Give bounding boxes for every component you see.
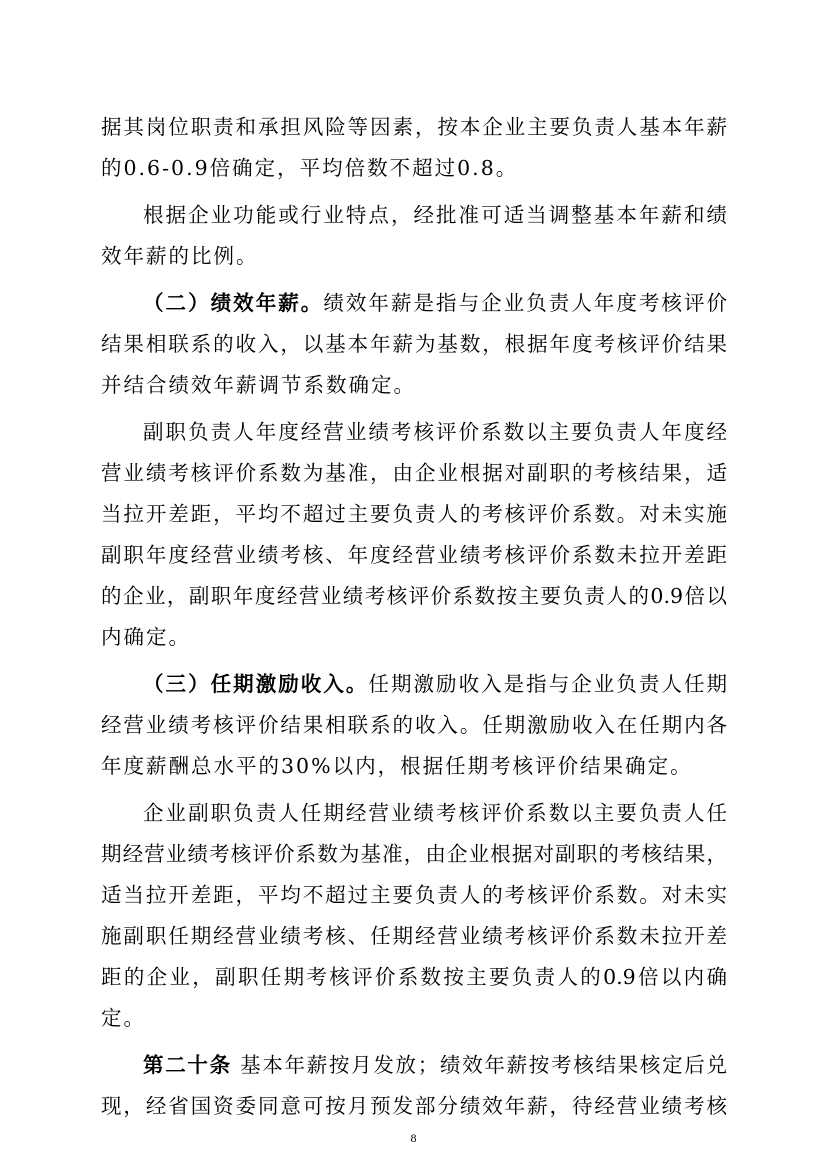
page-number: 8: [410, 1131, 417, 1145]
text-line: 副职年度经营业绩考核、年度经营业绩考核评价系数未拉开差距: [101, 543, 727, 567]
text-line: 营业绩考核评价系数为基准，由企业根据对副职的考核结果，适: [101, 461, 727, 485]
text-segment: 任期激励收入是指与企业负责人任期: [368, 672, 728, 696]
text-line: [143, 664, 727, 704]
text-line: 期经营业绩考核评价系数为基准，由企业根据对副职的考核结果，: [101, 842, 727, 866]
section-heading: （三）任期激励收入。: [143, 672, 369, 696]
text-line: 内确定。: [101, 625, 191, 649]
text-line: 年度薪酬总水平的30%以内，根据任期考核评价结果确定。: [101, 754, 693, 778]
text-line: 现，经省国资委同意可按月预发部分绩效年薪，待经营业绩考核: [101, 1094, 727, 1118]
text-line: 施副职任期经营业绩考核、任期经营业绩考核评价系数未拉开差: [101, 924, 727, 948]
text-line: 距的企业，副职任期考核评价系数按主要负责人的0.9倍以内确: [101, 965, 727, 989]
text-line: 副职负责人年度经营业绩考核评价系数以主要负责人年度经: [143, 420, 727, 444]
section-heading: （二）绩效年薪。: [143, 291, 324, 315]
text-segment: 基本年薪按月发放；绩效年薪按考核结果核定后兑: [231, 1053, 727, 1077]
text-segment: 绩效年薪是指与企业负责人年度考核评价: [323, 291, 728, 315]
text-line: [143, 1045, 727, 1085]
text-line: 适当拉开差距，平均不超过主要负责人的考核评价系数。对未实: [101, 883, 727, 907]
text-line: 当拉开差距，平均不超过主要负责人的考核评价系数。对未实施: [101, 502, 727, 526]
text-line: [143, 283, 727, 323]
text-line: 的企业，副职年度经营业绩考核评价系数按主要负责人的0.9倍以: [101, 584, 727, 608]
text-line: 据其岗位职责和承担风险等因素，按本企业主要负责人基本年薪: [101, 115, 727, 139]
text-line: 结果相联系的收入，以基本年薪为基数，根据年度考核评价结果: [101, 332, 727, 356]
text-line: 效年薪的比例。: [101, 244, 259, 268]
text-line: 定。: [101, 1006, 146, 1030]
text-line: 经营业绩考核评价结果相联系的收入。任期激励收入在任期内各: [101, 713, 727, 737]
text-line: 并结合绩效年薪调节系数确定。: [101, 373, 416, 397]
text-line: 根据企业功能或行业特点，经批准可适当调整基本年薪和绩: [143, 203, 727, 227]
text-line: 的0.6-0.9倍确定，平均倍数不超过0.8。: [101, 156, 519, 180]
text-line: 企业副职负责人任期经营业绩考核评价系数以主要负责人任: [143, 801, 727, 825]
article-heading: 第二十条: [143, 1053, 232, 1077]
